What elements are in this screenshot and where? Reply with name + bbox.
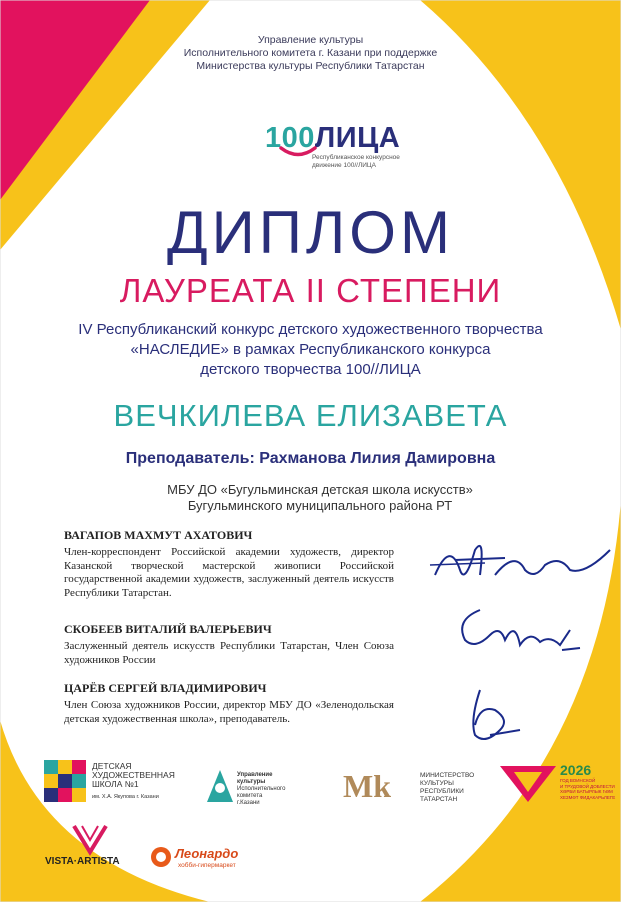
- school-line: Бугульминского муниципального района РТ: [187, 498, 453, 513]
- diploma-title: ДИПЛОМ: [167, 199, 454, 266]
- logo-line: культуры: [237, 779, 266, 785]
- jury-name: СКОБЕЕВ ВИТАЛИЙ ВАЛЕРЬЕВИЧ: [64, 622, 272, 636]
- logo-line: Управление: [237, 772, 273, 778]
- organizer-line: Управление культуры: [257, 34, 364, 46]
- ministry-logo-text: [420, 772, 474, 804]
- art-school-logo-text: [92, 762, 175, 802]
- jury-member: [64, 622, 394, 667]
- brand-sub-line: Республиканское конкурсное: [312, 154, 400, 161]
- signature-skobeev: [450, 600, 590, 660]
- leonardo-logo-subtext: хобби-гипермаркет: [178, 862, 236, 869]
- contest-line: детского творчества 100//ЛИЦА: [200, 361, 421, 378]
- vista-artista-logo-text: VISTA·ARTISTA: [45, 856, 120, 867]
- logo-line: ГОД ВОИНСКОЙ: [560, 778, 596, 783]
- jury-member: [64, 681, 394, 726]
- brand-sub-line: движение 100//ЛИЦА: [312, 162, 377, 169]
- logo-line: КУЛЬТУРЫ: [420, 780, 454, 787]
- jury-description: Член Союза художников России, директор МБУ ДО «Зеленодольская детская художественная школа», преподаватель.: [64, 699, 394, 725]
- year-number: 2026: [560, 762, 592, 778]
- vista-artista-logo-icon: [70, 822, 110, 856]
- jury-description: Член-корреспондент Российской академии художеств, директор Казанской творческой мастерской живописи Российской государственной академии художеств, заслуженный деятель искусств Республики Татарстан.: [64, 546, 394, 599]
- year-of-valor-logo-icon: [498, 764, 558, 804]
- organizer-line: Министерства культуры Республики Татарстан: [196, 60, 425, 72]
- jury-description: Заслуженный деятель искусств Республики Татарстан, Член Союза художников России: [64, 640, 394, 666]
- logo-line: комитета: [237, 793, 263, 799]
- signature-vagapov: [425, 530, 615, 600]
- school-line: МБУ ДО «Бугульминская детская школа искусств»: [167, 482, 473, 497]
- logo-line: ТАТАРСТАН: [420, 796, 458, 803]
- brand-word: ЛИЦА: [314, 122, 401, 154]
- leonardo-logo-icon: [150, 846, 172, 868]
- logo-line: ХӘРБИ БАТЫРЛЫК ҺӘМ: [560, 789, 613, 794]
- logo-line: ХУДОЖЕСТВЕННАЯ: [92, 770, 175, 780]
- top-left-pink-shape: [0, 0, 150, 200]
- school-name: [130, 482, 510, 514]
- bottom-left-yellow-shape: [0, 720, 210, 902]
- organizer-line: Исполнительного комитета г. Казани при поддержке: [183, 47, 438, 59]
- logo-line: им. Х.А. Якупова г. Казани: [92, 794, 159, 800]
- logo-line: г.Казани: [237, 800, 260, 806]
- logo-line: ХЕЗМӘТ ФИДАКАРЬЛЕГЕ: [560, 794, 616, 800]
- logo-line: ДЕТСКАЯ: [92, 761, 132, 771]
- brand-subtitle: [312, 154, 400, 170]
- logo-line: РЕСПУБЛИКИ: [420, 788, 464, 795]
- contest-line: «НАСЛЕДИЕ» в рамках Республиканского конкурса: [130, 341, 491, 358]
- contest-description: [0, 320, 621, 380]
- jury-name: ЦАРЁВ СЕРГЕЙ ВЛАДИМИРОВИЧ: [64, 681, 267, 695]
- contest-line: IV Республиканский конкурс детского художественного творчества: [78, 321, 543, 338]
- leonardo-logo-text: Леонардо: [175, 846, 239, 861]
- logo-line: Исполнительного: [237, 786, 286, 792]
- logo-line: ШКОЛА №1: [92, 779, 139, 789]
- logo-line: МИНИСТЕРСТВО: [420, 772, 475, 779]
- organizer-header: [0, 34, 621, 73]
- culture-department-logo-icon: [205, 768, 235, 804]
- ministry-logo-icon: Mk: [343, 768, 391, 804]
- year-of-valor-logo-text: [560, 778, 615, 800]
- teacher-name: Преподаватель: Рахманова Лилия Дамировна: [125, 450, 496, 467]
- art-school-logo-icon: [44, 760, 86, 802]
- winner-name: ВЕЧКИЛЕВА ЕЛИЗАВЕТА: [113, 398, 508, 433]
- culture-department-logo-text: [237, 772, 285, 807]
- signature-tsarev: [455, 680, 535, 750]
- jury-name: ВАГАПОВ МАХМУТ АХАТОВИЧ: [64, 528, 253, 542]
- jury-member: [64, 528, 394, 600]
- diploma-degree: ЛАУРЕАТА II СТЕПЕНИ: [119, 272, 502, 309]
- brand-number: 100: [265, 122, 315, 154]
- logo-line: И ТРУДОВОЙ ДОБЛЕСТИ: [560, 783, 615, 789]
